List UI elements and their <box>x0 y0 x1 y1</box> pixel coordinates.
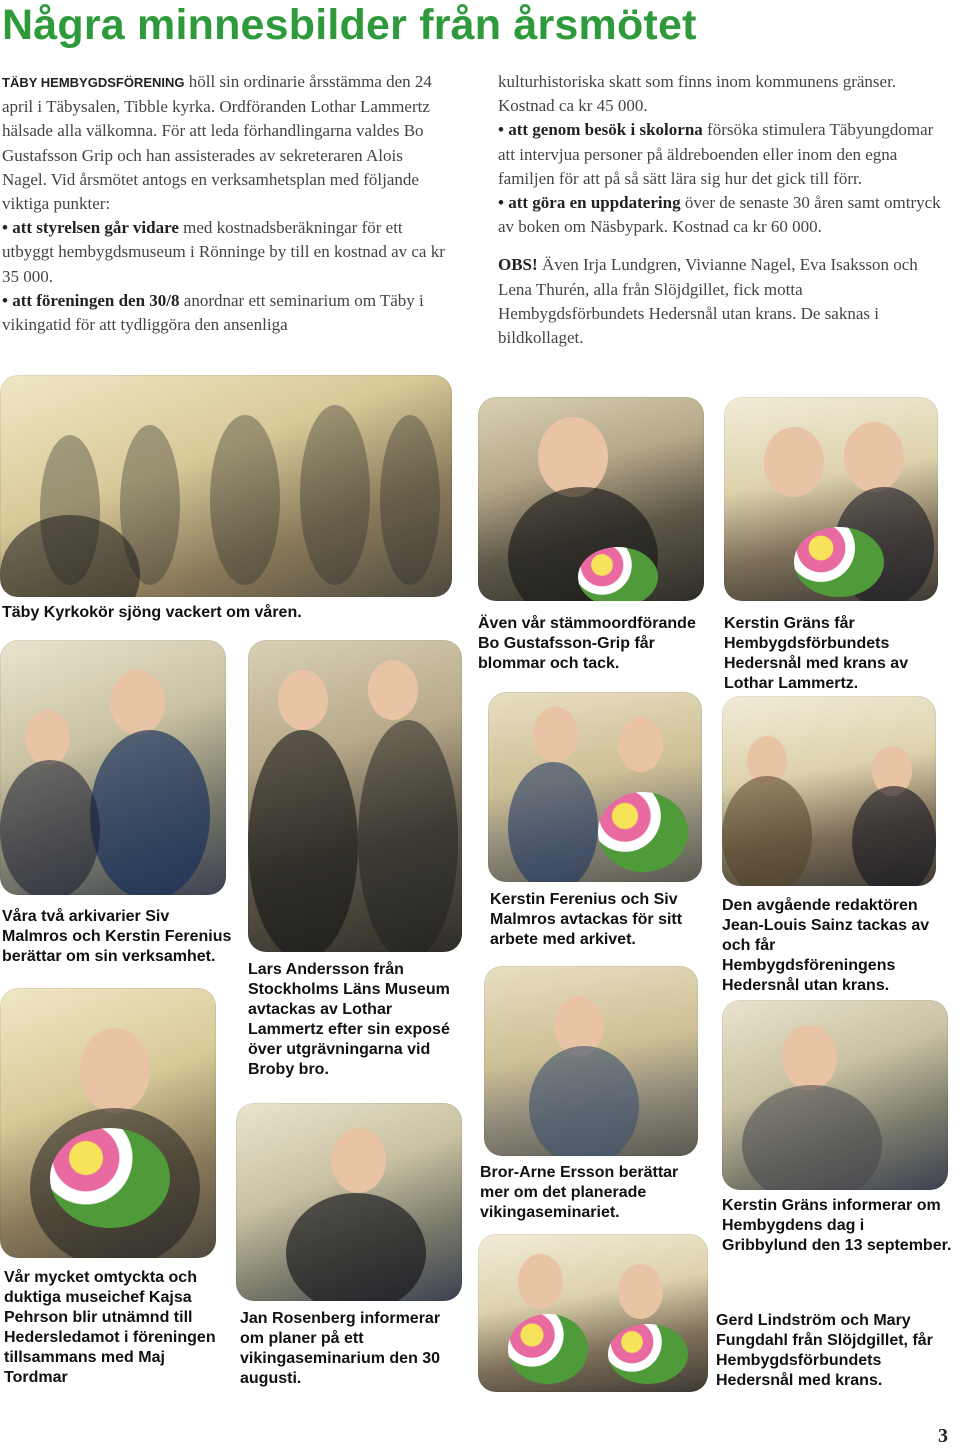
caption-kajsa-pehrson: Vår mycket omtyckta och duktiga museichef Kajsa Pehrson blir utnämnd till Hedersledamot i föreningen tillsammans med Maj Tordmar <box>4 1269 216 1386</box>
photo-bo-gustafsson-grip <box>478 397 704 601</box>
bullet-2 <box>2 289 448 337</box>
photo-ferenius-malmros <box>488 692 702 882</box>
photo-kerstin-grans-info <box>722 1000 948 1190</box>
article-right-column <box>498 70 950 350</box>
photo-kerstin-grans-award <box>724 397 938 601</box>
caption-choir: Täby Kyrkokör sjöng vackert om våren. <box>2 604 302 621</box>
bullet-1 <box>2 216 448 289</box>
bullet-2-text: anordnar ett seminarium om Täby i vikingatid för att tydliggöra den ansenliga <box>2 290 424 335</box>
bullet-2-bold: • att föreningen den 30/8 <box>2 290 180 310</box>
photo-jan-rosenberg <box>236 1103 462 1301</box>
caption-lindstrom-fungdahl: Gerd Lindström och Mary Fungdahl från Slöjdgillet, får Hembygdsförbundets Hedersnål med krans. <box>716 1312 933 1389</box>
article-left-column <box>2 70 448 337</box>
bullet-4-bold: • att göra en uppdatering <box>498 193 681 213</box>
obs-note <box>498 253 950 350</box>
bullet-3-bold: • att genom besök i skolorna <box>498 120 703 140</box>
lead-in: TÄBY HEMBYGDSFÖRENING <box>2 75 185 90</box>
page-number: 3 <box>938 1425 948 1447</box>
caption-kerstin-grans-info: Kerstin Gräns informerar om Hembygdens dag i Gribbylund den 13 september. <box>722 1197 952 1254</box>
photo-bror-arne-ersson <box>484 966 698 1156</box>
intro-paragraph <box>2 70 448 216</box>
bullet-3-text: försöka stimulera Täbyungdomar att intervjua personer på äldreboenden eller inom den egna familjen för att på så sätt lära sig hur det gick till förr. <box>498 120 934 188</box>
caption-jean-louis-sainz: Den avgående redaktören Jean-Louis Sainz tackas av och får Hembygdsföreningens Hedersnål utan krans. <box>722 897 930 994</box>
caption-ferenius-malmros: Kerstin Ferenius och Siv Malmros avtackas för sitt arbete med arkivet. <box>490 891 683 948</box>
bullet-1-bold: • att styrelsen går vidare <box>2 218 179 238</box>
caption-jan-rosenberg: Jan Rosenberg informerar om planer på ett vikingaseminarium den 30 augusti. <box>240 1310 441 1387</box>
bullet-1-text: med kostnadsberäkningar för ett utbyggt hembygdsmuseum i Rönninge by till en kostnad av ca kr 35 000. <box>2 218 445 286</box>
photo-kajsa-pehrson <box>0 988 216 1258</box>
photo-lindstrom-fungdahl <box>478 1234 708 1392</box>
photo-jean-louis-sainz <box>722 696 936 886</box>
caption-kerstin-grans-award: Kerstin Gräns får Hembygdsförbundets Hedersnål med krans av Lothar Lammertz. <box>724 615 909 692</box>
obs-label: OBS! <box>498 255 538 275</box>
obs-text: Även Irja Lundgren, Vivianne Nagel, Eva Isaksson och Lena Thurén, alla från Slöjdgillet, fick motta Hembygdsförbundets Hedersnål utan krans. De saknas i bildkollaget. <box>498 255 918 348</box>
bullet-4 <box>498 191 950 239</box>
caption-lars-andersson: Lars Andersson från Stockholms Läns Museum avtackas av Lothar Lammertz efter sin exposé över utgrävningarna vid Broby bro. <box>248 961 450 1078</box>
intro-text: höll sin ordinarie årsstämma den 24 april i Täbysalen, Tibble kyrka. Ordföranden Lothar Lammertz hälsade alla välkomna. För att leda förhandlingarna valdes Bo Gustafsson Grip och han assisterades av sekreteraren Alois Nagel. Vid årsmötet antogs en verksamhetsplan med följande viktiga punkter: <box>2 72 432 214</box>
bullet-4-text: över de senaste 30 åren samt omtryck av boken om Näsbypark. Kostnad ca kr 60 000. <box>498 193 941 237</box>
caption-archivists: Våra två arkivarier Siv Malmros och Kerstin Ferenius berättar om sin verksamhet. <box>2 908 232 965</box>
photo-choir <box>0 375 452 597</box>
caption-bo-gustafsson-grip: Även vår stämmoordförande Bo Gustafsson-Grip får blommar och tack. <box>478 615 696 672</box>
photo-lars-andersson <box>248 640 462 952</box>
page-title: Några minnesbilder från årsmötet <box>2 1 697 49</box>
photo-archivists <box>0 640 226 895</box>
bullet-3 <box>498 118 950 191</box>
continued-paragraph: kulturhistoriska skatt som finns inom kommunens gränser. Kostnad ca kr 45 000. <box>498 72 897 116</box>
caption-bror-arne-ersson: Bror-Arne Ersson berättar mer om det planerade vikingaseminariet. <box>480 1164 679 1221</box>
